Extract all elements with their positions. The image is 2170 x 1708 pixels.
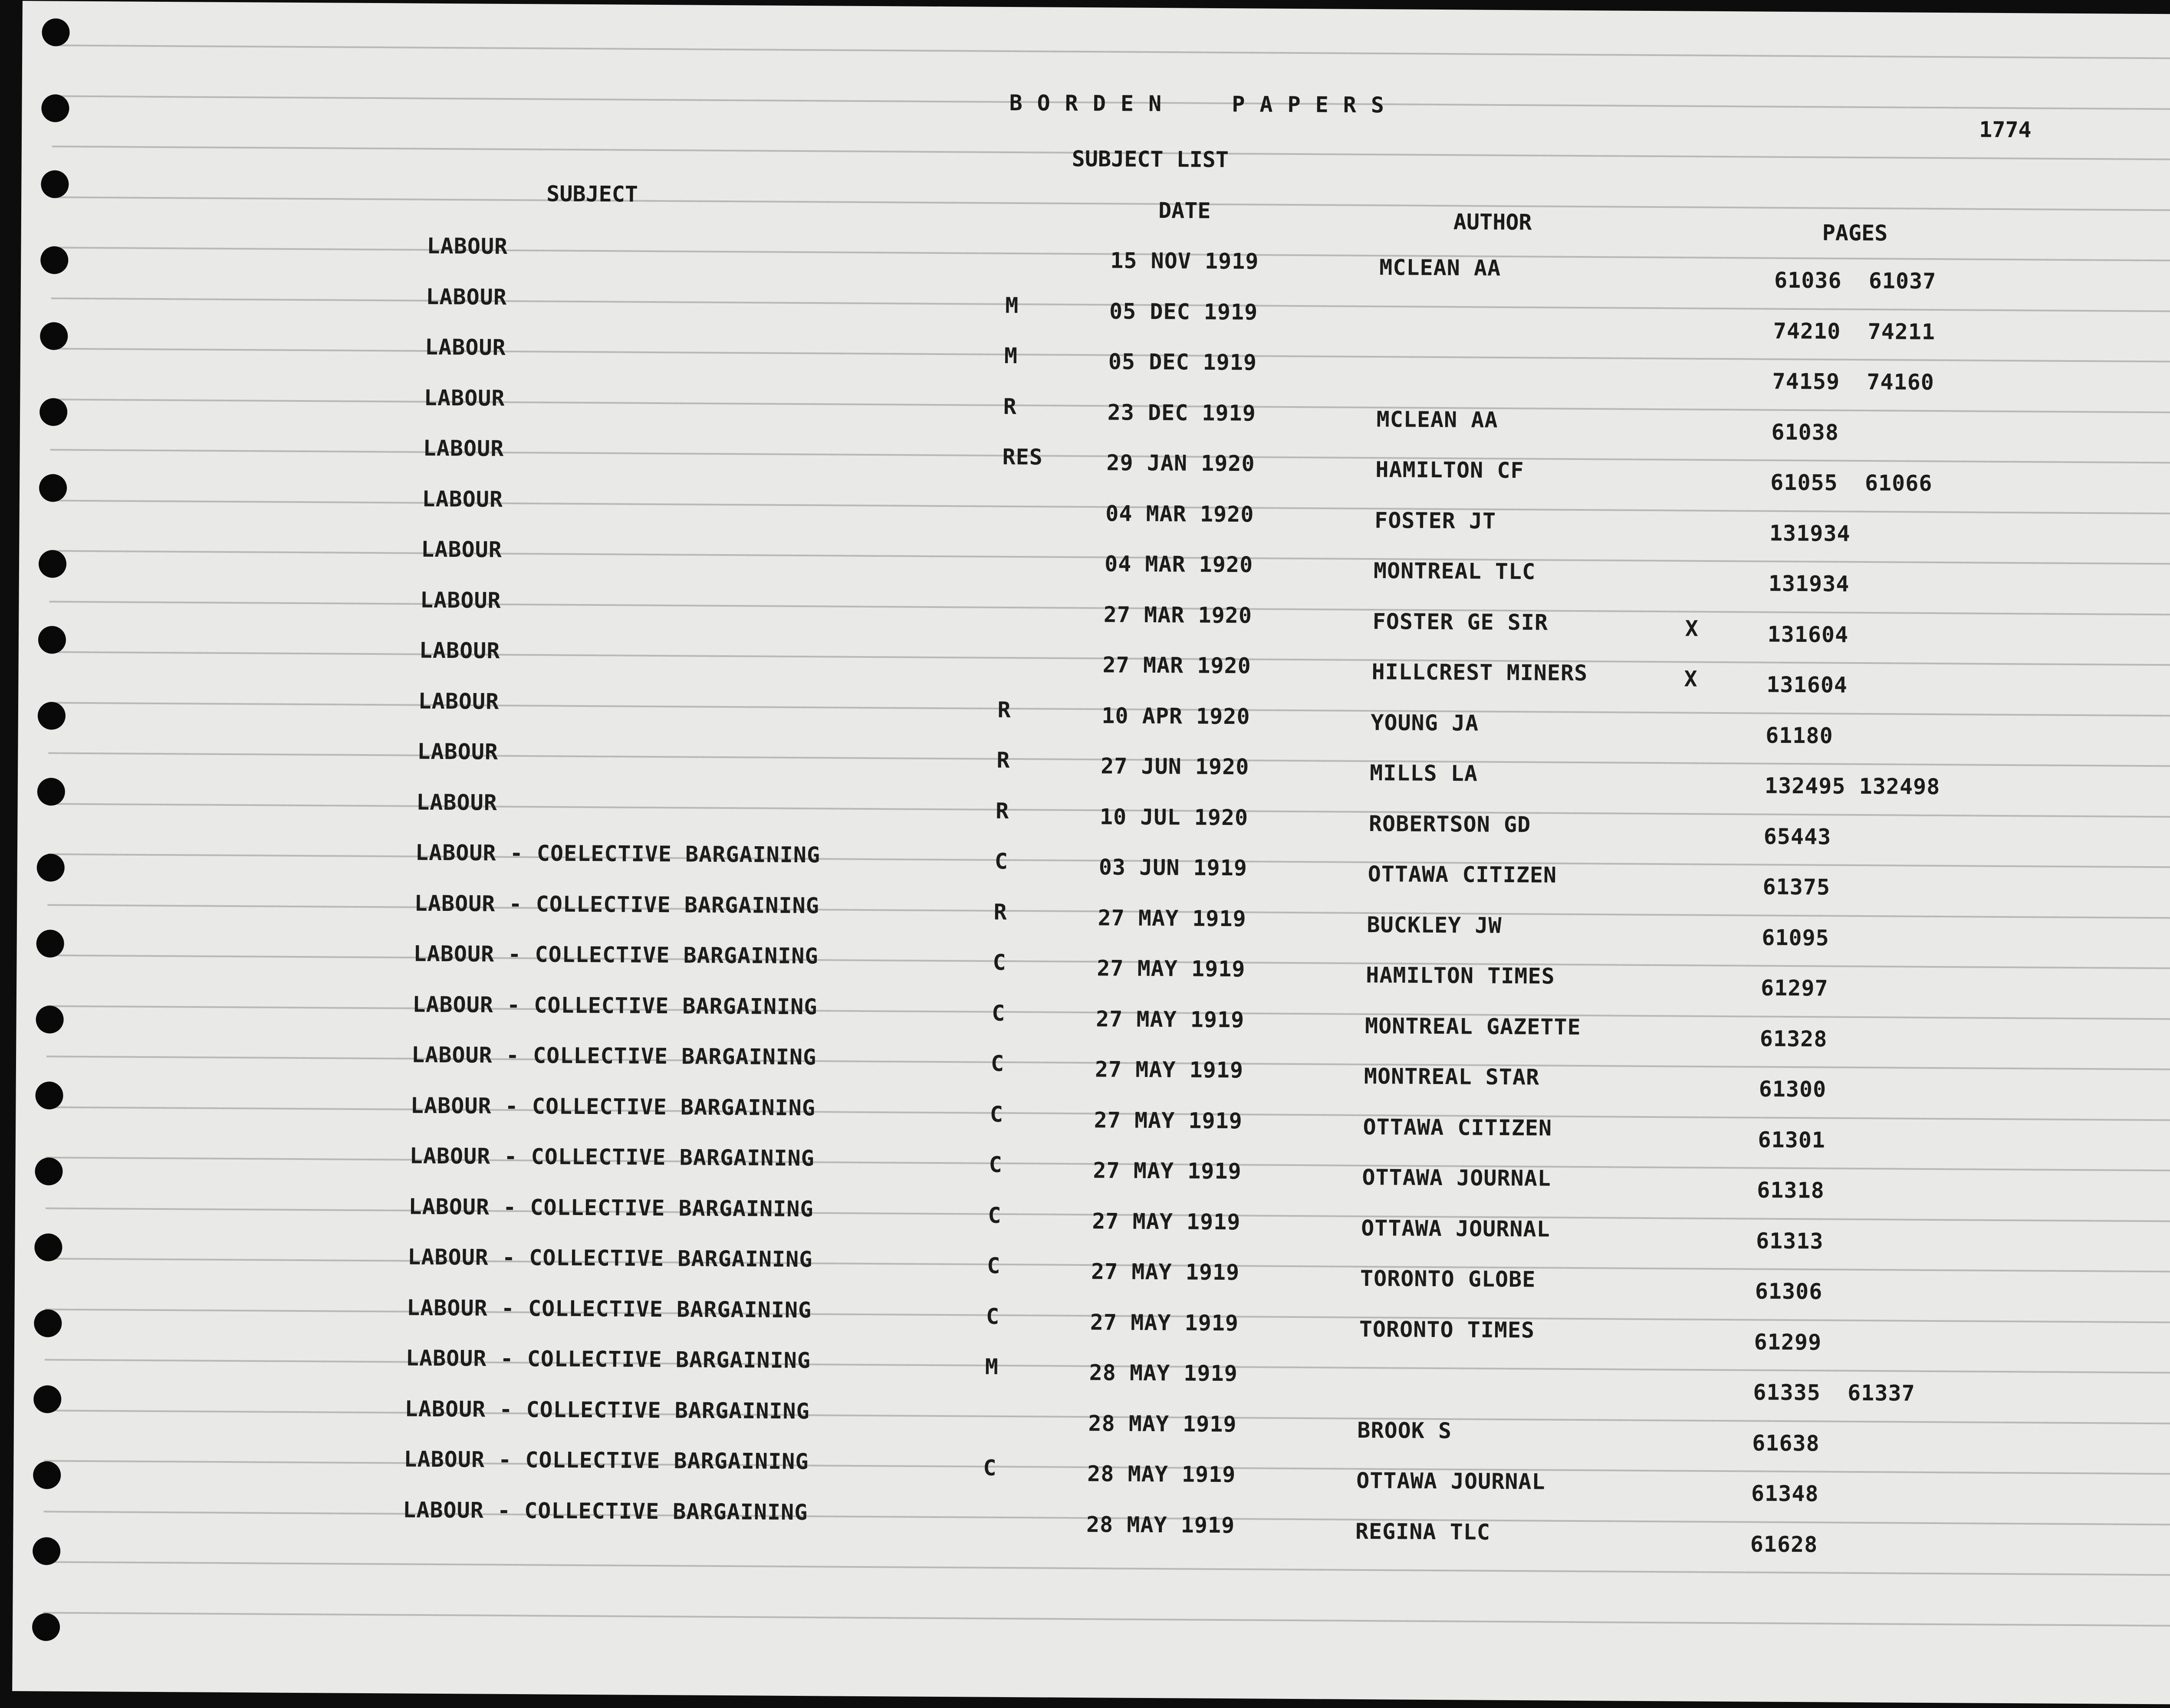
type-code-cell: R: [995, 798, 1009, 824]
author-cell: FOSTER JT: [1374, 507, 1496, 534]
subject-cell: LABOUR - COELECTIVE BARGAINING: [415, 840, 821, 868]
pages-cell: 131934: [1769, 520, 1851, 546]
author-cell: HILLCREST MINERS: [1371, 659, 1588, 686]
date-cell: 27 MAY 1919: [1095, 1057, 1244, 1083]
pages-cell: 61375: [1762, 874, 1831, 900]
pages-cell: 131604: [1766, 672, 1848, 698]
author-cell: OTTAWA JOURNAL: [1361, 1215, 1550, 1242]
feed-hole: [37, 778, 65, 805]
pages-cell: 74159 74160: [1772, 368, 1935, 395]
ruled-line: [52, 196, 2170, 211]
feed-hole: [42, 18, 69, 46]
column-header-date: DATE: [1158, 198, 1211, 223]
type-code-cell: R: [993, 899, 1007, 925]
subject-cell: LABOUR: [418, 688, 500, 714]
subject-cell: LABOUR: [417, 739, 499, 765]
subject-cell: LABOUR: [420, 587, 501, 613]
pages-cell: 61638: [1752, 1430, 1820, 1456]
subject-cell: LABOUR - COLLECTIVE BARGAINING: [406, 1295, 812, 1323]
feed-hole: [33, 1461, 61, 1489]
pages-cell: 61318: [1757, 1177, 1825, 1203]
author-cell: OTTAWA JOURNAL: [1356, 1468, 1545, 1494]
feed-hole: [40, 322, 68, 350]
date-cell: 27 MAR 1920: [1103, 601, 1253, 628]
feed-hole: [41, 94, 69, 122]
type-code-cell: C: [986, 1304, 1000, 1329]
feed-hole: [37, 854, 65, 881]
type-code-cell: M: [985, 1354, 999, 1380]
type-code-cell: M: [1005, 292, 1019, 318]
date-cell: 28 MAY 1919: [1086, 1511, 1235, 1538]
date-cell: 27 MAY 1919: [1092, 1208, 1241, 1235]
column-header-author: AUTHOR: [1453, 209, 1532, 235]
date-cell: 04 MAR 1920: [1104, 551, 1253, 578]
type-code-cell: C: [989, 1152, 1003, 1177]
feed-hole: [41, 170, 69, 198]
date-cell: 10 APR 1920: [1101, 703, 1250, 729]
type-code-cell: C: [988, 1202, 1002, 1228]
author-cell: OTTAWA CITIZEN: [1368, 861, 1557, 888]
author-cell: ROBERTSON GD: [1368, 811, 1531, 837]
subject-cell: LABOUR - COLLECTIVE BARGAINING: [403, 1497, 808, 1525]
feed-hole: [38, 626, 66, 654]
type-code-cell: C: [992, 1000, 1006, 1026]
subject-cell: LABOUR - COLLECTIVE BARGAINING: [413, 941, 819, 969]
ruled-line: [43, 1612, 2170, 1627]
author-cell: OTTAWA JOURNAL: [1362, 1164, 1552, 1191]
feed-hole: [33, 1537, 60, 1565]
author-cell: HAMILTON TIMES: [1366, 962, 1555, 989]
date-cell: 15 NOV 1919: [1110, 248, 1259, 274]
date-cell: 27 MAY 1919: [1093, 1158, 1242, 1184]
pages-cell: 61313: [1756, 1228, 1824, 1254]
author-cell: YOUNG JA: [1371, 709, 1479, 736]
subject-cell: LABOUR - COLLECTIVE BARGAINING: [409, 1143, 815, 1171]
author-cell: MCLEAN AA: [1376, 406, 1498, 433]
flag-cell: X: [1685, 615, 1699, 641]
subject-cell: LABOUR - COLLECTIVE BARGAINING: [414, 890, 819, 918]
type-code-cell: C: [990, 1051, 1005, 1076]
column-header-subject: SUBJECT: [546, 181, 638, 207]
feed-hole: [33, 1385, 61, 1413]
pages-cell: 61095: [1762, 925, 1830, 951]
pages-cell: 131934: [1768, 571, 1850, 597]
subject-cell: LABOUR - COLLECTIVE BARGAINING: [404, 1396, 810, 1424]
pages-cell: 61055 61066: [1770, 470, 1933, 496]
subject-cell: LABOUR - COLLECTIVE BARGAINING: [405, 1345, 811, 1373]
author-cell: FOSTER GE SIR: [1372, 608, 1549, 635]
date-cell: 27 MAY 1919: [1094, 1107, 1243, 1133]
pages-cell: 61335 61337: [1753, 1380, 1915, 1406]
feed-hole: [36, 1005, 63, 1033]
author-cell: BUCKLEY JW: [1367, 912, 1502, 938]
feed-hole: [32, 1613, 60, 1641]
subject-cell: LABOUR: [424, 385, 505, 411]
page-number: 1774: [1979, 117, 2032, 143]
date-cell: 29 JAN 1920: [1106, 450, 1255, 476]
pages-cell: 61328: [1759, 1026, 1828, 1052]
pages-cell: 61036 61037: [1774, 267, 1937, 294]
type-code-cell: R: [1003, 394, 1017, 419]
pages-cell: 61628: [1750, 1531, 1818, 1557]
date-cell: 04 MAR 1920: [1105, 500, 1254, 527]
date-cell: 27 MAY 1919: [1090, 1309, 1239, 1336]
date-cell: 10 JUL 1920: [1099, 804, 1249, 830]
pages-cell: 65443: [1763, 824, 1831, 850]
subject-cell: LABOUR: [424, 334, 506, 360]
feed-hole: [39, 550, 66, 578]
feed-hole: [35, 1157, 62, 1185]
pages-cell: 61306: [1755, 1278, 1823, 1304]
date-cell: 27 MAY 1919: [1097, 956, 1246, 982]
tractor-feed-holes: [23, 1, 2170, 15]
type-code-cell: C: [987, 1253, 1001, 1278]
pages-cell: 131604: [1767, 621, 1849, 647]
type-code-cell: C: [990, 1101, 1004, 1127]
pages-cell: 61301: [1758, 1127, 1826, 1153]
date-cell: 28 MAY 1919: [1088, 1410, 1237, 1437]
subject-cell: LABOUR - COLLECTIVE BARGAINING: [410, 1093, 816, 1120]
document-title: BORDEN PAPERS: [1009, 90, 1399, 118]
pages-cell: 61299: [1754, 1329, 1822, 1355]
pages-cell: 74210 74211: [1773, 318, 1936, 345]
author-cell: TORONTO TIMES: [1359, 1316, 1535, 1343]
date-cell: 23 DEC 1919: [1107, 399, 1256, 426]
subject-cell: LABOUR: [416, 789, 497, 815]
flag-cell: X: [1684, 666, 1698, 692]
ruled-line: [43, 1561, 2170, 1576]
date-cell: 05 DEC 1919: [1108, 349, 1257, 375]
author-cell: MCLEAN AA: [1379, 255, 1501, 281]
feed-hole: [39, 398, 67, 426]
feed-hole: [35, 1081, 63, 1109]
date-cell: 27 JUN 1920: [1101, 753, 1249, 780]
feed-hole: [34, 1309, 62, 1337]
pages-cell: 132495 132498: [1764, 773, 1940, 800]
subject-cell: LABOUR: [422, 486, 503, 512]
date-cell: 03 JUN 1919: [1098, 854, 1248, 881]
printout-page: [12, 1, 2170, 1705]
type-code-cell: C: [983, 1455, 997, 1481]
date-cell: 27 MAY 1919: [1098, 905, 1246, 931]
type-code-cell: M: [1004, 343, 1018, 369]
feed-hole: [40, 246, 68, 274]
author-cell: TORONTO GLOBE: [1360, 1265, 1536, 1292]
feed-hole: [36, 930, 64, 957]
list-subtitle: SUBJECT LIST: [1072, 146, 1229, 173]
subject-cell: LABOUR: [423, 435, 504, 461]
date-cell: 28 MAY 1919: [1087, 1461, 1236, 1488]
author-cell: BROOK S: [1357, 1417, 1452, 1443]
subject-cell: LABOUR: [427, 233, 508, 259]
subject-cell: LABOUR: [426, 284, 507, 310]
feed-hole: [39, 474, 67, 502]
pages-cell: 61038: [1771, 419, 1839, 445]
author-cell: MONTREAL GAZETTE: [1364, 1013, 1581, 1040]
date-cell: 05 DEC 1919: [1109, 298, 1258, 325]
ruled-lines: [23, 1, 2170, 15]
pages-cell: 61300: [1759, 1076, 1827, 1102]
subject-cell: LABOUR - COLLECTIVE BARGAINING: [411, 1042, 817, 1070]
pages-cell: 61297: [1760, 975, 1828, 1001]
type-code-cell: R: [996, 747, 1010, 773]
subject-cell: LABOUR: [419, 637, 500, 663]
pages-cell: 61180: [1766, 723, 1833, 749]
author-cell: HAMILTON CF: [1375, 457, 1524, 483]
column-header-pages: PAGES: [1822, 220, 1888, 246]
type-code-cell: C: [993, 949, 1006, 975]
type-code-cell: RES: [1002, 444, 1043, 470]
author-cell: OTTAWA CITIZEN: [1363, 1114, 1552, 1141]
date-cell: 28 MAY 1919: [1089, 1360, 1238, 1386]
date-cell: 27 MAY 1919: [1091, 1259, 1240, 1285]
subject-cell: LABOUR - COLLECTIVE BARGAINING: [408, 1194, 814, 1222]
subject-cell: LABOUR - COLLECTIVE BARGAINING: [404, 1446, 809, 1475]
author-cell: MILLS LA: [1369, 760, 1478, 786]
subject-cell: LABOUR: [421, 536, 503, 562]
type-code-cell: R: [997, 697, 1011, 723]
date-cell: 27 MAR 1920: [1102, 652, 1251, 679]
subject-cell: LABOUR - COLLECTIVE BARGAINING: [412, 992, 818, 1019]
ruled-line: [53, 44, 2170, 59]
subject-cell: LABOUR - COLLECTIVE BARGAINING: [408, 1244, 813, 1272]
type-code-cell: C: [994, 848, 1009, 874]
author-cell: MONTREAL TLC: [1373, 558, 1536, 585]
date-cell: 27 MAY 1919: [1095, 1006, 1245, 1032]
feed-hole: [34, 1233, 62, 1261]
author-cell: MONTREAL STAR: [1364, 1063, 1540, 1090]
feed-hole: [38, 702, 66, 729]
author-cell: REGINA TLC: [1355, 1518, 1491, 1545]
pages-cell: 61348: [1751, 1481, 1819, 1507]
